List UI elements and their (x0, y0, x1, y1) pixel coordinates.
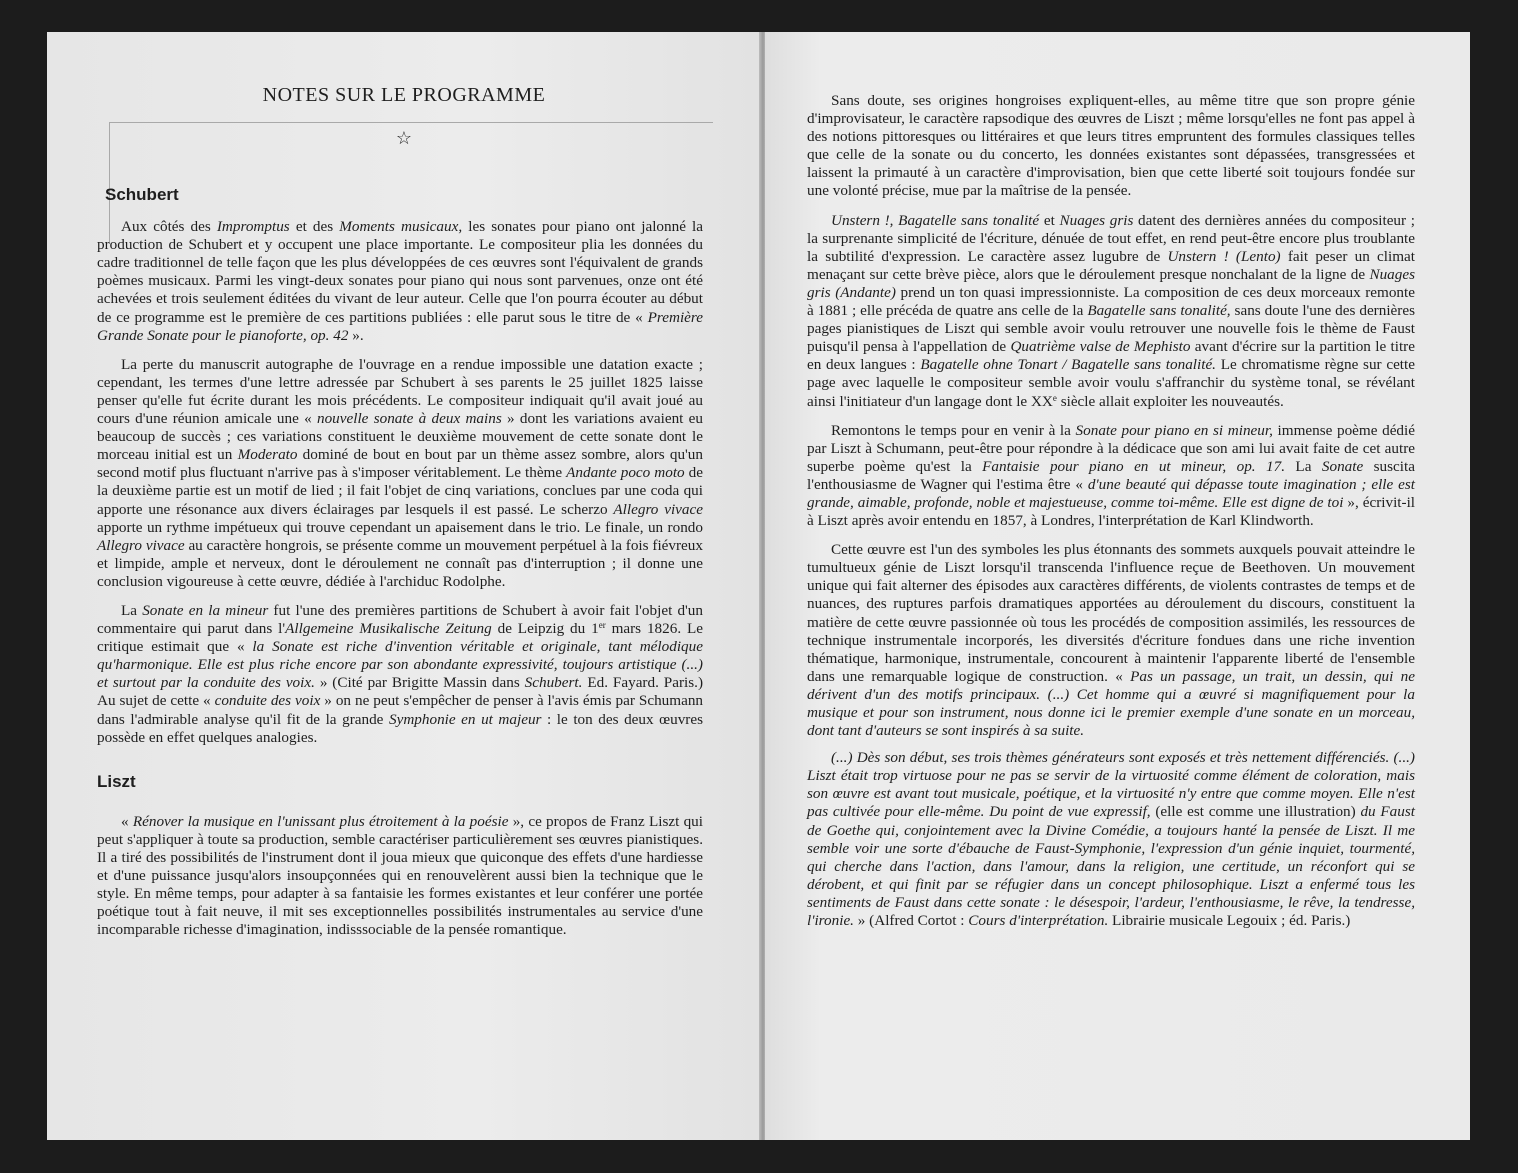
paragraph: (...) Dès son début, ses trois thèmes générateurs sont exposés et très nettement différenciés. (...) Liszt était trop virtuose pour ne pas se servir de la virtuosité comme élément de coloration, mais son œuvre est avant tout musicale, poétique, et la virtuosité n'y entre que comme moyen. Elle n'est pas cultivée pour elle-même. Du point de vue expressif, (elle est comme une illustration) du Faust de Goethe qui, conjointement avec la Divine Comédie, a toujours hanté la pensée de Liszt. Il me semble voir une sorte d'ébauche de Faust-Symphonie, l'expression d'un génie inquiet, tourmenté, qui cherche dans l'action, dans l'amour, dans la religion, une certitude, un réconfort qui se dérobent, et qui finit par se réfugier dans un concept philosophique. Liszt a enfermé tous les sentiments de Faust dans cette sonate : le désespoir, l'ardeur, l'enthousiasme, le rêve, la tendresse, l'ironie. » (Alfred Cortot : Cours d'interprétation. Librairie musicale Legouix ; éd. Paris.) (807, 749, 1415, 930)
italic-text: Sonate (1321, 457, 1364, 475)
italic-text: Première Grande Sonate pour le pianoforte, op. 42 (97, 308, 703, 344)
paragraph: « Rénover la musique en l'unissant plus étroitement à la poésie », ce propos de Franz Liszt qui peut s'appliquer à toute sa production, semble caractériser particulièrement ses œuvres pianistiques. Il a tiré des possibilités de l'instrument dont il joua mieux que quiconque des effets d'une hardiesse et d'une puissance jusqu'alors insoupçonnées qui en renouvelèrent aussi bien la technique que le style. En même temps, pour adapter à sa fantaisie les formes existantes et leur conférer une portée poétique tout à fait neuve, il mit ses exceptionnelles possibilités instrumentales au service d'une incomparable richesse d'imagination, indisssociable de la pensée romantique. (97, 812, 703, 939)
italic-text: Schubert. (524, 674, 583, 692)
left-page (47, 32, 761, 1140)
italic-text: Andante poco moto (566, 464, 685, 482)
italic-text: Moderato (237, 446, 298, 464)
paragraph: Cette œuvre est l'un des symboles les plus étonnants des sommets auxquels pouvait atteindre le tumultueux génie de Liszt lorsqu'il transcenda l'influence reçue de Beethoven. Un mouvement unique qui fait alterner des épisodes aux caractères différents, de violents contrastes de temps et de nuances, des ruptures parfois dramatiques apportées au déroulement du discours, constituent la matière de cette œuvre passionnée où tous les procédés de composition assimilés, les ressources de technique instrumentale incorporés, les diversités d'écriture fondues dans une riche invention thématique, harmonique, instrumentale, concourent à maintenir l'apparente liberté de l'ensemble dans une remarquable logique de construction. « Pas un passage, un trait, un dessin, qui ne dérivent d'un des motifs principaux. (...) Cet homme qui a œuvré si magnifiquement pour la musique et pour son instrument, nous donne ici le premier exemple d'une sonate en un morceau, dont tant d'auteurs se sont inspirés à sa suite. (807, 541, 1415, 740)
italic-text: Quatrième valse de Mephisto (1010, 338, 1191, 356)
italic-text: Rénover la musique en l'unissant plus étroitement à la poésie (132, 812, 509, 830)
italic-text: nouvelle sonate à deux mains (316, 410, 502, 428)
italic-text: (...) Dès son début, ses trois thèmes générateurs sont exposés et très nettement différenciés. (...) Liszt était trop virtuose pour ne pas se servir de la virtuosité comme élément de coloration, mais son œuvre est avant tout musicale, poétique, et la virtuosité n'y entre que comme moyen. Elle n'est pas cultivée pour elle-même. Du point de vue expressif, (807, 749, 1415, 821)
italic-text: Unstern !, Bagatelle sans tonalité (831, 211, 1040, 229)
italic-text: Cours d'interprétation. (968, 912, 1109, 930)
paragraph: La Sonate en la mineur fut l'une des premières partitions de Schubert à avoir fait l'objet d'un commentaire qui parut dans l'Allgemeine Musikalische Zeitung de Leipzig du 1er mars 1826. Le critique estimait que « la Sonate est riche d'invention véritable et originale, tant mélodique qu'harmonique. Elle est plus riche encore par son abondante expressivité, toujours artistique (...) et surtout par la conduite des voix. » (Cité par Brigitte Massin dans Schubert. Ed. Fayard. Paris.) Au sujet de cette « conduite des voix » on ne peut s'empêcher de penser à l'avis émis par Schumann dans l'admirable analyse qu'il fit de la grande Symphonie en ut majeur : le ton des deux œuvres possède en effet quelques analogies. (97, 601, 704, 746)
right-column (807, 92, 1415, 941)
superscript: er (598, 620, 606, 631)
superscript: e (1052, 392, 1057, 403)
italic-text: la Sonate est riche d'invention véritable et originale, tant mélodique qu'harmonique. Elle est plus riche encore par son abondante expressivité, toujours artistique (...) et surtout par la conduite des voix. (97, 638, 703, 692)
italic-text: conduite des voix (214, 692, 321, 710)
italic-text: d'une beauté qui dépasse toute imagination ; elle est grande, aimable, profonde, noble et majestueuse, comme toi-même. Elle est digne de toi (807, 475, 1415, 511)
italic-text: Allegro vivace (613, 500, 703, 518)
italic-text: Symphonie en ut majeur (388, 710, 542, 728)
left-column (97, 186, 703, 950)
italic-text: Bagatelle sans tonalité, (1087, 302, 1231, 320)
italic-text: Sonate en la mineur (142, 601, 269, 619)
italic-text: Sonate pour piano en si mineur, (1075, 421, 1273, 439)
italic-text: du Faust de Goethe qui, conjointement avec la Divine Comédie, a toujours hanté la pensée de Liszt. Il me semble voir une sorte d'ébauche de Faust-Symphonie, l'expression d'un génie inquiet, tourmenté, qui cherche dans l'action, dans l'amour, dans la religion, une certitude, un réconfort qui se dérobent, et qui finit par se réfugier dans un concept philosophique. Liszt a enfermé tous les sentiments de Faust dans cette sonate : le désespoir, l'ardeur, l'enthousiasme, le rêve, la tendresse, l'ironie. (807, 803, 1415, 930)
star-ornament: ☆ (395, 128, 413, 148)
italic-text: Unstern ! (Lento) (1167, 247, 1281, 265)
italic-text: Fantaisie pour piano en ut mineur, op. 17. (982, 457, 1286, 475)
paragraph: Aux côtés des Impromptus et des Moments musicaux, les sonates pour piano ont jalonné la production de Schubert et y occupent une place importante. Le compositeur plia les données du cadre traditionnel de telle façon que les plus développées de ces œuvres sont l'équivalent de grands poèmes musicaux. Parmi les vingt-deux sonates pour piano qui nous sont parvenues, onze ont été achevées et trois seulement éditées du vivant de leur auteur. Celle que l'on pourra écouter au début de ce programme est le première de ces partitions publiées : elle parut sous le titre de « Première Grande Sonate pour le pianoforte, op. 42 ». (97, 218, 704, 344)
section-heading-liszt: Liszt (97, 771, 136, 791)
italic-text: Moments musicaux, (339, 218, 463, 236)
page-title: NOTES SUR LE PROGRAMME (262, 84, 546, 106)
frame-line (109, 122, 713, 123)
paragraph: Sans doute, ses origines hongroises expliquent-elles, au même titre que son propre génie d'improvisateur, le caractère rapsodique des œuvres de Liszt ; même lorsqu'elles ne font pas appel à des notions pittoresques ou littéraires et que leurs titres empruntent des formules classiques telles que celle de la sonate ou du concerto, les données existantes sont dépassées, transgressées et laissent la primauté à un caractère d'improvisation, bien que cette liberté soit toujours fondée sur une volonté précise, mue par la maîtrise de la pensée. (807, 92, 1415, 200)
italic-text: Allegro vivace (97, 536, 185, 554)
paragraph: Remontons le temps pour en venir à la Sonate pour piano en si mineur, immense poème dédié par Liszt à Schumann, peut-être pour répondre à la dédicace que son ami lui avait faite de cet autre superbe poème qu'est la Fantaisie pour piano en ut mineur, op. 17. La Sonate suscita l'enthousiasme de Wagner qui l'estima être « d'une beauté qui dépasse toute imagination ; elle est grande, aimable, profonde, noble et majestueuse, comme toi-même. Elle est digne de toi », écrivit-il à Liszt après avoir entendu en 1857, à Londres, l'interprétation de Karl Klindworth. (807, 421, 1416, 530)
italic-text: Pas un passage, un trait, un dessin, qui ne dérivent d'un des motifs principaux. (...) Cet homme qui a œuvré si magnifiquement pour la musique et pour son instrument, nous donne ici le premier exemple d'une sonate en un morceau, dont tant d'auteurs se sont inspirés à sa suite. (807, 667, 1415, 740)
italic-text: Impromptus (216, 218, 290, 236)
paragraph: La perte du manuscrit autographe de l'ouvrage en a rendue impossible une datation exacte ; cependant, les termes d'une lettre adressée par Schubert à ses parents le 25 juillet 1825 laisse penser qu'elle fut écrite durant les mois précédents. Le compositeur indiquait qu'il avait joué au cours d'une réunion amicale une « nouvelle sonate à deux mains » dont les variations avaient eu beaucoup de succès ; ces variations constituent le deuxième mouvement de cette sonate dont le morceau initial est un Moderato dominé de bout en bout par un thème assez sombre, alors qu'un second motif plus fluctuant n'arrive pas à s'imposer véritablement. Le thème Andante poco moto de la deuxième partie est un motif de lied ; il fait l'objet de cinq variations, conclues par une coda qui apporte une résonance aux divers éclairages par lesquels il est passé. Le scherzo Allegro vivace apporte un rythme impétueux qui trouve cependant un apaisement dans le trio. Le finale, un rondo Allegro vivace au caractère hongrois, se présente comme un mouvement perpétuel à la fois fiévreux et limpide, ample et nerveux, dont le déroulement ne connaît pas d'interruption ; il donne une conclusion vigoureuse à cette œuvre, dédiée à l'archiduc Rodolphe. (97, 355, 703, 590)
italic-text: Nuages gris (Andante) (807, 265, 1415, 301)
paragraph: Unstern !, Bagatelle sans tonalité et Nuages gris datent des dernières années du compositeur ; la surprenante simplicité de l'écriture, dénuée de tout effet, en rend peut-être encore plus troublante la subtilité d'expression. Le caractère assez lugubre de Unstern ! (Lento) fait peser un climat menaçant sur cette brève pièce, alors que le déroulement presque nonchalant de la ligne de Nuages gris (Andante) prend un ton quasi impressionniste. La composition de ces deux morceaux remonte à 1881 ; elle précéda de quatre ans celle de la Bagatelle sans tonalité, sans doute l'une des dernières pages pianistiques de Liszt qui semble avoir voulu retrouver une nouvelle fois le thème de Faust puisqu'il pensa à l'appellation de Quatrième valse de Mephisto avant d'écrire sur la partition le titre en deux langues : Bagatelle ohne Tonart / Bagatelle sans tonalité. Le chromatisme règne sur cette page avec laquelle le compositeur semble avoir voulu s'affranchir du système tonal, se révélant ainsi l'initiateur d'un langage dont le XXe siècle allait exploiter les nouveautés. (807, 211, 1416, 410)
right-page (765, 32, 1470, 1140)
section-heading-schubert: Schubert (105, 185, 179, 204)
italic-text: Bagatelle ohne Tonart / Bagatelle sans tonalité. (920, 356, 1216, 374)
italic-text: Allgemeine Musikalische Zeitung (285, 620, 492, 638)
italic-text: Nuages gris (1059, 211, 1134, 229)
